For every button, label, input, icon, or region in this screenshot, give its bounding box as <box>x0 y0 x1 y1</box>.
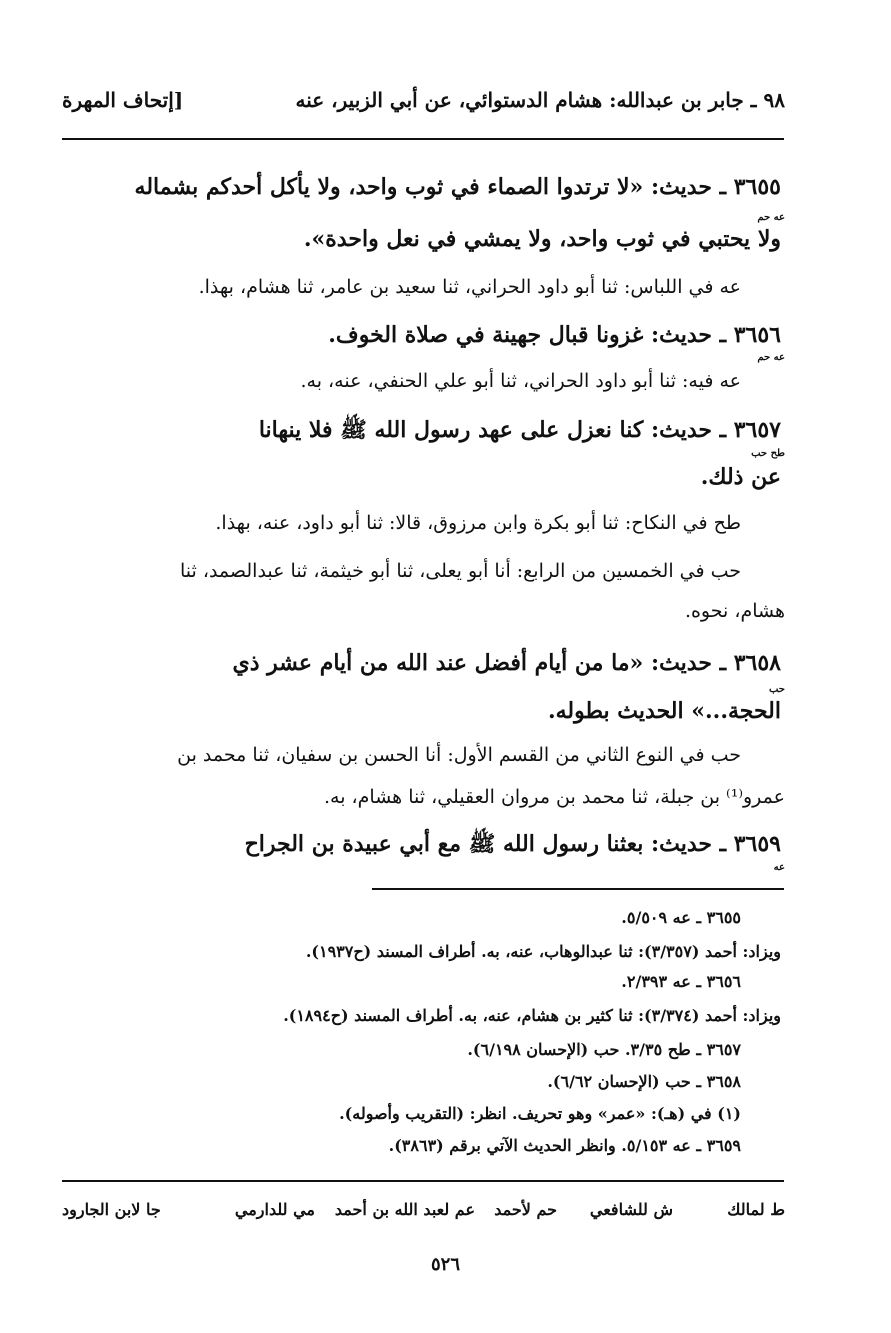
hadith-3655-line1: ٣٦٥٥ ـ حديث: «لا ترتدوا الصماء في ثوب واحد، ولا يأكل أحدكم بشماله <box>134 174 781 200</box>
legend-rule <box>62 1180 784 1182</box>
hadith-3657-line2: عن ذلك. <box>700 464 781 490</box>
legend-item: ش للشافعي <box>589 1200 673 1219</box>
hadith-3658-codes: حب <box>768 684 785 695</box>
hadith-3655-line2: ولا يحتبي في ثوب واحد، ولا يمشي في نعل واحدة». <box>303 226 781 252</box>
hadith-3657-source-2: حب في الخمسين من الرابع: أنا أبو يعلى، ثنا أبو خيثمة، ثنا عبدالصمد، ثنا <box>179 560 741 582</box>
hadith-3659-codes: عه <box>773 862 785 873</box>
legend-item: ط لمالك <box>727 1200 785 1219</box>
footnote-line: (١) في (هـ): «عمر» وهو تحريف. انظر: (التقريب وأصوله). <box>339 1104 741 1123</box>
book-title: [إتحاف المهرة <box>62 88 184 112</box>
footnote-rule <box>372 888 784 890</box>
hadith-3657-source-3: هشام، نحوه. <box>684 600 785 622</box>
page-number: ٥٢٦ <box>430 1254 460 1275</box>
footnote-line: ٣٦٥٧ ـ طح ٣/٣٥. حب (الإحسان ٦/١٩٨). <box>467 1040 741 1059</box>
hadith-3658-source-2: عمرو⁽¹⁾ بن جبلة، ثنا محمد بن مروان العقيلي، ثنا هشام، به. <box>323 786 785 808</box>
chapter-heading: ٩٨ ـ جابر بن عبدالله: هشام الدستوائي، عن أبي الزبير، عنه <box>295 88 785 112</box>
legend-item: جا لابن الجارود <box>62 1200 161 1219</box>
legend-item: حم لأحمد <box>494 1200 557 1219</box>
footnote-line: ٣٦٥٩ ـ عه ٥/١٥٣. وانظر الحديث الآتي برقم (٣٨٦٣). <box>388 1136 741 1155</box>
hadith-3655-codes: عه حم <box>757 212 785 223</box>
hadith-3655-source: عه في اللباس: ثنا أبو داود الحراني، ثنا سعيد بن عامر، ثنا هشام، بهذا. <box>198 276 741 298</box>
hadith-3659-line1: ٣٦٥٩ ـ حديث: بعثنا رسول الله ﷺ مع أبي عبيدة بن الجراح <box>244 831 781 857</box>
hadith-3657-codes: طح حب <box>751 448 785 459</box>
hadith-3656-source: عه فيه: ثنا أبو داود الحراني، ثنا أبو علي الحنفي، عنه، به. <box>300 370 741 392</box>
hadith-3658-line1: ٣٦٥٨ ـ حديث: «ما من أيام أفضل عند الله من أيام عشر ذي <box>232 650 781 676</box>
footnote-line: ويزاد: أحمد (٣/٣٧٤): ثنا كثير بن هشام، عنه، به. أطراف المسند (ح١٨٩٤). <box>283 1006 781 1025</box>
legend-item: مي للدارمي <box>234 1200 315 1219</box>
hadith-3658-line2: الحجة...» الحديث بطوله. <box>547 698 781 724</box>
footnote-line: ٣٦٥٥ ـ عه ٥/٥٠٩. <box>621 908 741 927</box>
hadith-3657-source-1: طح في النكاح: ثنا أبو بكرة وابن مرزوق، قالا: ثنا أبو داود، عنه، بهذا. <box>215 512 741 534</box>
legend-item: عم لعبد الله بن أحمد <box>334 1200 475 1219</box>
hadith-3656-line1: ٣٦٥٦ ـ حديث: غزونا قبال جهينة في صلاة الخوف. <box>328 322 781 348</box>
hadith-3658-source-1: حب في النوع الثاني من القسم الأول: أنا الحسن بن سفيان، ثنا محمد بن <box>177 744 741 766</box>
footnote-line: ٣٦٥٦ ـ عه ٢/٣٩٣. <box>621 972 741 991</box>
footnote-line: ٣٦٥٨ ـ حب (الإحسان ٦/٦٢). <box>547 1072 741 1091</box>
footnote-line: ويزاد: أحمد (٣/٣٥٧): ثنا عبدالوهاب، عنه، به. أطراف المسند (ح١٩٣٧). <box>305 942 781 961</box>
hadith-3656-codes: عه حم <box>757 352 785 363</box>
hadith-3657-line1: ٣٦٥٧ ـ حديث: كنا نعزل على عهد رسول الله ﷺ فلا ينهانا <box>258 417 781 443</box>
header-rule <box>62 138 784 140</box>
